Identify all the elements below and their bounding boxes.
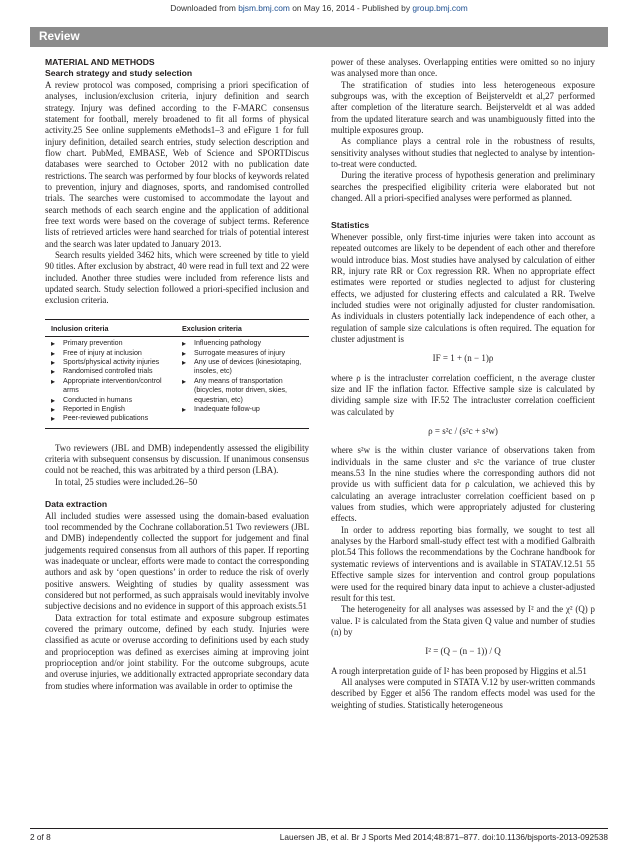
criteria-table <box>45 319 309 429</box>
paragraph: During the iterative process of hypothesis generation and preliminary searches the prespecified eligibility criteria were elaborated but not changed. All a priori-specified analyses were performed as planned. <box>331 170 595 204</box>
list-item: ▸ Randomised controlled trials <box>45 367 176 376</box>
paragraph: All included studies were assessed using the domain-based evaluation tool recommended by the Cochrane collaboration.51 Two reviewers (JBL and DMB) independently collected the support for judgement and final judgements required consensus from all authors of this paper. If reporting was inadequate or unclear, efforts were made to contact the corresponding authors and ask by ‘open questions’ in order to reduce the risk of overly positive answers. Weighting of studies by quality assessment was considered but not performed, as such appraisals would inevitably involve subjective decisions and no evidence in support of this approach exists.51 <box>45 510 309 612</box>
paragraph: Data extraction for total estimate and exposure subgroup estimates covered the primary outcome, defined by each study. Injuries were classified as acute or overuse according to definitions used by each study and proprioception was defined as exercises aiming at improving joint proprioception and/or joint stability. For the outcome subgroups, acute and overuse injuries, we additionally extracted appropriate secondary data from studies where information was available in order to optimise the <box>45 612 309 691</box>
page-number: 2 of 8 <box>30 832 51 842</box>
list-item: ▸ Any means of transportation (bicycles, motor driven, skies, equestrian, etc) <box>176 377 309 405</box>
equation-i-squared: I² = (Q − (n − 1)) / Q <box>425 646 501 657</box>
list-item: ▸ Primary prevention <box>45 339 176 348</box>
exclusion-list <box>176 337 309 424</box>
paragraph: All analyses were computed in STATA V.12 by user-written commands described by Egger et al56 The random effects model was used for the weighting of studies. Statistically heterogeneous <box>331 676 595 710</box>
paragraph: A review protocol was composed, comprising a priori specification of analyses, inclusion/exclusion criteria, injury definition and search strategy. Injury was defined according to the F-MARC consensus statement for football, merely broadened to fit all forms of physical activity.25 See online supplements eMethods1–3 and eFigure 1 for full injury definition, detailed search entries, study selection description and flow chart. PubMed, EMBASE, Web of Science and SPORTDiscus databases were searched to October 2012 with no publication date restrictions. The search was performed by four blocks of keywords related to prevention, injury and diagnoses, sports, and randomised controlled trials. The searches were customised to accommodate the layout and search methods of each search engine and the application of additional free text words were based on the coverage of subject terms. Reference lists of retrieved articles were hand searched for trials of potential interest and the search was later updated to January 2013. <box>45 79 309 249</box>
paragraph: where s²w is the within cluster variance of observations taken from individuals in the same cluster and s²c the variance of true cluster means.53 In the nine studies where the corresponding authors did not provide us with sufficient data for ρ calculation, we achieved this by calculating an average intracluster correlation coefficient based on p values from studies, which were appropriately adjusted for clustering effects. <box>331 445 595 524</box>
list-item: ▸ Reported in English <box>45 405 176 414</box>
paragraph: Two reviewers (JBL and DMB) independently assessed the eligibility criteria with subsequent consensus by discussion. If unanimous consensus could not be reached, this was arbitrated by a third person (LBA). <box>45 442 309 476</box>
paragraph: power of these analyses. Overlapping entities were omitted so no injury was analysed more than once. <box>331 57 595 79</box>
right-column <box>331 57 595 711</box>
paragraph: In order to address reporting bias formally, we sought to test all analyses by the Harbord small-study effect test with a modified Galbraith plot.54 This follows the recommendations by the Cochrane handbook for systematic reviews of interventions and is available in STATAV.12.51 55 Effective sample sizes for intervention and control group populations were used for the required binary data input to achieve a cluster-adjusted result for this test. <box>331 524 595 603</box>
list-item: ▸ Appropriate intervention/control arms <box>45 377 176 396</box>
paragraph: As compliance plays a central role in the robustness of results, sensitivity analyses without studies that neglected to analyse by intention-to-treat were conducted. <box>331 136 595 170</box>
paragraph: Search results yielded 3462 hits, which were screened by title to yield 90 titles. After exclusion by abstract, 40 were read in full text and 22 were included. Another three studies were included from reference lists and updated search. Study selection followed a priori-specified inclusion and exclusion criteria. <box>45 249 309 306</box>
section-label: Review <box>39 29 80 43</box>
bjsm-link[interactable]: bjsm.bmj.com <box>238 3 290 13</box>
list-item: ▸ Inadequate follow-up <box>176 405 309 414</box>
equation-inflation-factor: IF = 1 + (n − 1)ρ <box>432 353 494 364</box>
statistics-heading: Statistics <box>331 220 370 231</box>
list-item: ▸ Conducted in humans <box>45 396 176 405</box>
download-notice: Downloaded from bjsm.bmj.com on May 16, 2014 - Published by group.bmj.com <box>170 3 468 13</box>
equation-icc: ρ = s²c / (s²c + s²w) <box>428 426 498 437</box>
paragraph: where ρ is the intracluster correlation coefficient, n the average cluster size and IF the inflation factor. Effective sample size is calculated by dividing sample size with IF.52 The intracluster correlation coefficient was calculated by <box>331 372 595 417</box>
paragraph: The heterogeneity for all analyses was assessed by I² and the χ² (Q) p value. I² is calculated from the Stata given Q value and number of studies (n) by <box>331 604 595 637</box>
list-item: ▸ Peer-reviewed publications <box>45 414 176 423</box>
list-item: ▸ Sports/physical activity injuries <box>45 358 176 367</box>
paragraph: A rough interpretation guide of I² has been proposed by Higgins et al.51 <box>331 665 587 676</box>
methods-heading: MATERIAL AND METHODS <box>45 57 155 67</box>
left-column <box>45 57 309 692</box>
inclusion-list <box>45 337 176 424</box>
paragraph: Whenever possible, only first-time injuries were taken into account as repeated outcomes are likely to be dependent of each other and therefore would introduce bias. Most studies have analysed by calculation of either RR, injury rate RR or Cox regression RR. When no appropriate effect estimates were reported or studies neglected to adjust for clustering effects, we adjusted for clustering effects and calculated a RR. Twelve included studies were not originally adjusted for cluster randomisation. As individuals in clusters potentially lack independence of each other, a regulation of sample size calculations is often required. The equation for cluster adjustment is <box>331 231 595 344</box>
list-item: ▸ Influencing pathology <box>176 339 309 348</box>
exclusion-header: Exclusion criteria <box>176 323 309 337</box>
data-extraction-heading: Data extraction <box>45 499 108 510</box>
list-item: ▸ Any use of devices (kinesiotaping, insoles, etc) <box>176 358 309 377</box>
group-link[interactable]: group.bmj.com <box>412 3 468 13</box>
paragraph: In total, 25 studies were included.26–50 <box>55 476 198 487</box>
section-band <box>30 27 608 47</box>
list-item: ▸ Surrogate measures of injury <box>176 349 309 358</box>
paragraph: The stratification of studies into less heterogeneous exposure subgroups was, with the exception of Beijsterveldt et al,27 performed after completion of the literature search. Beijsterveldt et al was added from the updated literature search and was unambiguously fitted into the multiple exposures group. <box>331 79 595 136</box>
search-strategy-heading: Search strategy and study selection <box>45 68 193 79</box>
citation: Lauersen JB, et al. Br J Sports Med 2014;48:871–877. doi:10.1136/bjsports-2013-092538 <box>279 832 608 842</box>
list-item: ▸ Free of injury at inclusion <box>45 349 176 358</box>
page-footer <box>30 828 608 842</box>
inclusion-header: Inclusion criteria <box>45 323 176 337</box>
